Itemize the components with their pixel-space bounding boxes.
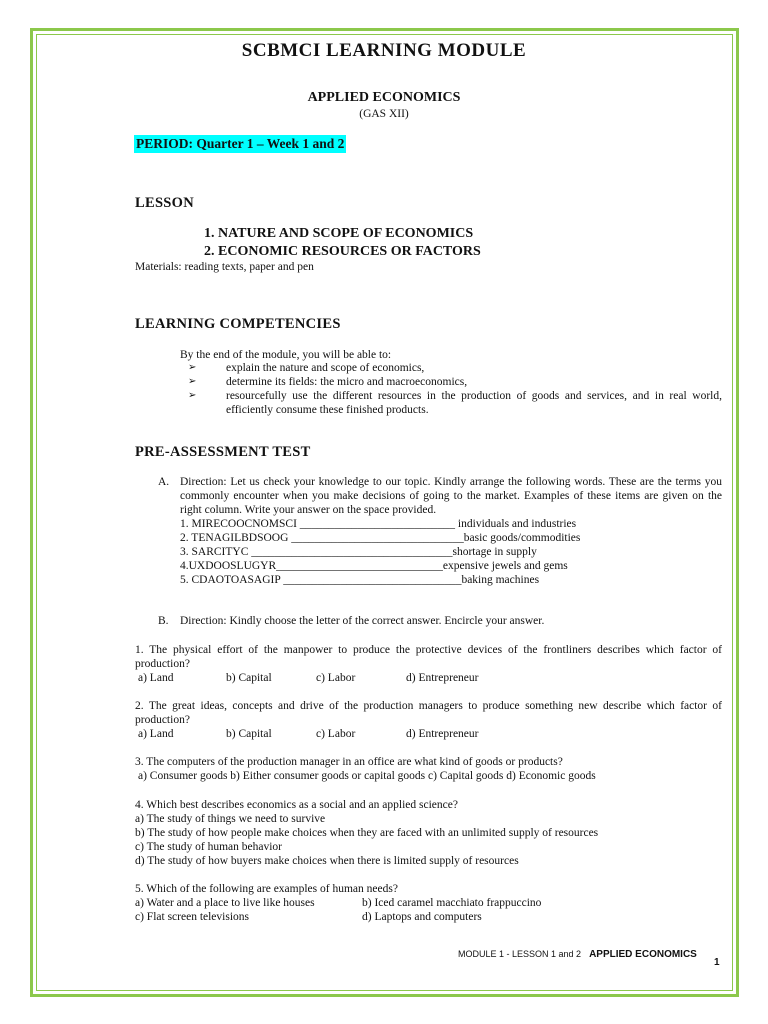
period-highlight: PERIOD: Quarter 1 – Week 1 and 2 — [136, 136, 345, 151]
q5-option-a: a) Water and a place to live like houses — [135, 897, 315, 909]
scramble-item-3: 3. SARCITYC ___________________________________shortage in supply — [180, 546, 537, 558]
lesson-item-1: 1. NATURE AND SCOPE OF ECONOMICS — [204, 226, 474, 241]
q3-options: a) Consumer goods b) Either consumer goods or capital goods c) Capital goods d) Economic goods — [138, 770, 596, 782]
scramble-item-2: 2. TENAGILBDSOOG ______________________________basic goods/commodities — [180, 532, 581, 544]
footer-subject: APPLIED ECONOMICS — [589, 949, 697, 960]
q4-option-c: c) The study of human behavior — [135, 841, 283, 853]
module-title: SCBMCI LEARNING MODULE — [241, 40, 527, 61]
question-5: 5. Which of the following are examples of human needs? — [135, 883, 398, 895]
page-number: 1 — [714, 957, 720, 968]
q5-option-b: b) Iced caramel macchiato frappuccino — [362, 897, 542, 909]
competencies-intro: By the end of the module, you will be able to: — [180, 349, 392, 361]
question-3: 3. The computers of the production manager in an office are what kind of goods or products? — [135, 756, 563, 768]
competencies-heading: LEARNING COMPETENCIES — [135, 316, 341, 332]
arrow-bullet-icon: ➢ — [188, 362, 197, 373]
q4-option-d: d) The study of how buyers make choices when there is limited supply of resources — [135, 855, 519, 867]
q2-option-a: a) Land — [138, 728, 174, 740]
lesson-heading: LESSON — [135, 195, 195, 211]
q1-option-c: c) Labor — [316, 672, 356, 684]
q1-option-d: d) Entrepreneur — [406, 672, 479, 684]
scramble-item-1: 1. MIRECOOCNOMSCI ___________________________ individuals and industries — [180, 518, 577, 530]
part-a-marker: A. — [158, 476, 170, 488]
q2-option-d: d) Entrepreneur — [406, 728, 479, 740]
part-b-marker: B. — [158, 615, 169, 627]
competency-item-3: resourcefully use the different resources in the production of goods and services, and in real world, efficiently consume these finished products. — [226, 390, 722, 416]
materials-text: Materials: reading texts, paper and pen — [135, 261, 314, 273]
q1-option-b: b) Capital — [226, 672, 272, 684]
strand-label: (GAS XII) — [359, 108, 409, 120]
scramble-item-4: 4.UXDOOSLUGYR_____________________________expensive jewels and gems — [180, 560, 568, 572]
footer — [458, 944, 697, 962]
question-2: 2. The great ideas, concepts and drive of the production managers to produce something new describe which factor of production? — [135, 700, 722, 726]
question-1: 1. The physical effort of the manpower to produce the protective devices of the frontliners describes which factor of production? — [135, 644, 722, 670]
q4-option-b: b) The study of how people make choices when they are faced with an unlimited supply of resources — [135, 827, 599, 839]
lesson-item-2: 2. ECONOMIC RESOURCES OR FACTORS — [204, 244, 481, 259]
question-4: 4. Which best describes economics as a social and an applied science? — [135, 799, 458, 811]
footer-module: MODULE 1 - LESSON 1 and 2 — [458, 949, 582, 959]
arrow-bullet-icon: ➢ — [188, 390, 197, 401]
pretest-heading: PRE-ASSESSMENT TEST — [135, 444, 311, 460]
subject-title: APPLIED ECONOMICS — [307, 90, 461, 105]
part-a-direction: Direction: Let us check your knowledge to our topic. Kindly arrange the following words. These are the terms you commonly encounter when you make decisions of going to the market. Examples of these items are given on the right column. Write your answer on the space provided. — [180, 476, 722, 516]
q5-option-d: d) Laptops and computers — [362, 911, 482, 923]
q4-option-a: a) The study of things we need to survive — [135, 813, 326, 825]
part-b-direction: Direction: Kindly choose the letter of the correct answer. Encircle your answer. — [180, 615, 545, 627]
q2-option-c: c) Labor — [316, 728, 356, 740]
competency-item-1: explain the nature and scope of economics, — [226, 362, 425, 374]
q1-option-a: a) Land — [138, 672, 174, 684]
q5-option-c: c) Flat screen televisions — [135, 911, 250, 923]
arrow-bullet-icon: ➢ — [188, 376, 197, 387]
competency-item-2: determine its fields: the micro and macroeconomics, — [226, 376, 468, 388]
q2-option-b: b) Capital — [226, 728, 272, 740]
scramble-item-5: 5. CDAOTOASAGIP _______________________________baking machines — [180, 574, 540, 586]
